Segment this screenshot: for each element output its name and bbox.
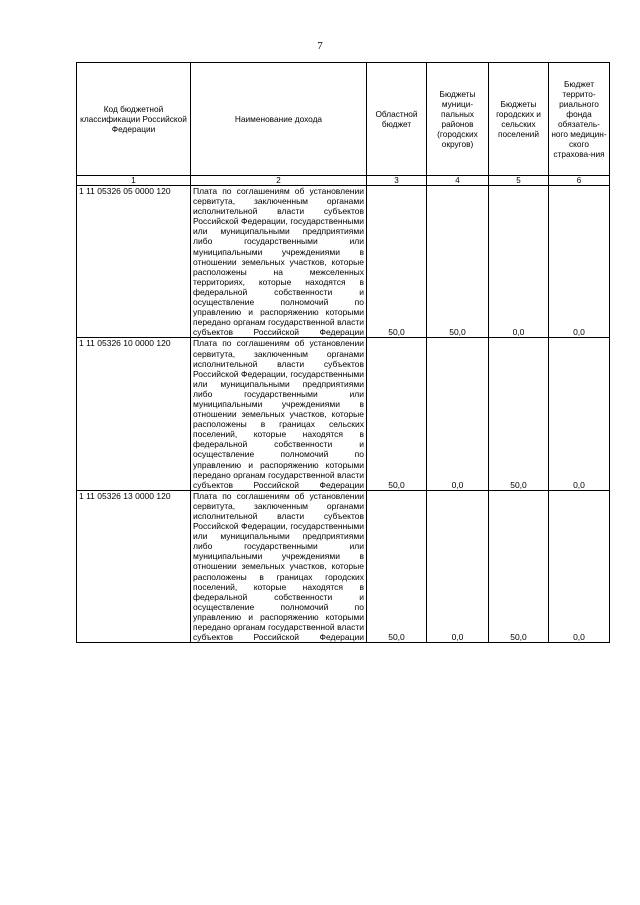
column-number: 4: [427, 176, 489, 186]
column-number: 3: [367, 176, 427, 186]
table-row: [77, 338, 610, 490]
table-header-row: [77, 63, 610, 176]
header-medical-fund-budget: Бюджет террито-риального фонда обязатель-ного медицин-ского страхова-ния: [549, 63, 610, 176]
header-revenue-name: Наименование дохода: [191, 63, 367, 176]
column-number: 5: [489, 176, 549, 186]
table-row: [77, 186, 610, 338]
header-budget-code: Код бюджетной классификации Российской Федерации: [77, 63, 191, 176]
municipal-value-cell: 0,0: [427, 490, 489, 642]
regional-value-cell: 50,0: [367, 186, 427, 338]
revenue-table: [76, 62, 610, 643]
column-number: 6: [549, 176, 610, 186]
settlements-value-cell: 50,0: [489, 338, 549, 490]
column-number: 2: [191, 176, 367, 186]
settlements-value-cell: 50,0: [489, 490, 549, 642]
municipal-value-cell: 50,0: [427, 186, 489, 338]
municipal-value-cell: 0,0: [427, 338, 489, 490]
regional-value-cell: 50,0: [367, 338, 427, 490]
medical-fund-value-cell: 0,0: [549, 186, 610, 338]
revenue-name-cell: Плата по соглашениям об установлении сервитута, заключенным органами исполнительной власти субъектов Российской Федерации, государственными или муниципальными предприятиями либо государственными или муниципальными учреждениями в отношении земельных участков, которые расположены в границах городских поселений, которые находятся в федеральной собственности и осуществление полномочий по управлению и распоряжению которыми передано органам государственной власти субъектов Российской Федерации: [191, 490, 367, 642]
column-number: 1: [77, 176, 191, 186]
medical-fund-value-cell: 0,0: [549, 490, 610, 642]
header-municipal-budgets: Бюджеты муници-пальных районов (городских округов): [427, 63, 489, 176]
budget-code-cell: 1 11 05326 13 0000 120: [77, 490, 191, 642]
column-number-row: [77, 176, 610, 186]
regional-value-cell: 50,0: [367, 490, 427, 642]
revenue-name-cell: Плата по соглашениям об установлении сервитута, заключенным органами исполнительной власти субъектов Российской Федерации, государственными или муниципальными предприятиями либо государственными или муниципальными учреждениями в отношении земельных участков, которые расположены в границах сельских поселений, которые находятся в федеральной собственности и осуществление полномочий по управлению и распоряжению которыми передано органам государственной власти субъектов Российской Федерации: [191, 338, 367, 490]
page-number: 7: [317, 40, 323, 52]
settlements-value-cell: 0,0: [489, 186, 549, 338]
header-regional-budget: Областной бюджет: [367, 63, 427, 176]
budget-code-cell: 1 11 05326 05 0000 120: [77, 186, 191, 338]
header-settlement-budgets: Бюджеты городских и сельских поселений: [489, 63, 549, 176]
table-row: [77, 490, 610, 642]
revenue-name-cell: Плата по соглашениям об установлении сервитута, заключенным органами исполнительной власти субъектов Российской Федерации, государственными или муниципальными предприятиями либо государственными или муниципальными учреждениями в отношении земельных участков, которые расположены на межселенных территориях, которые находятся в федеральной собственности и осуществление полномочий по управлению и распоряжению которыми передано органам государственной власти субъектов Российской Федерации: [191, 186, 367, 338]
medical-fund-value-cell: 0,0: [549, 338, 610, 490]
budget-code-cell: 1 11 05326 10 0000 120: [77, 338, 191, 490]
